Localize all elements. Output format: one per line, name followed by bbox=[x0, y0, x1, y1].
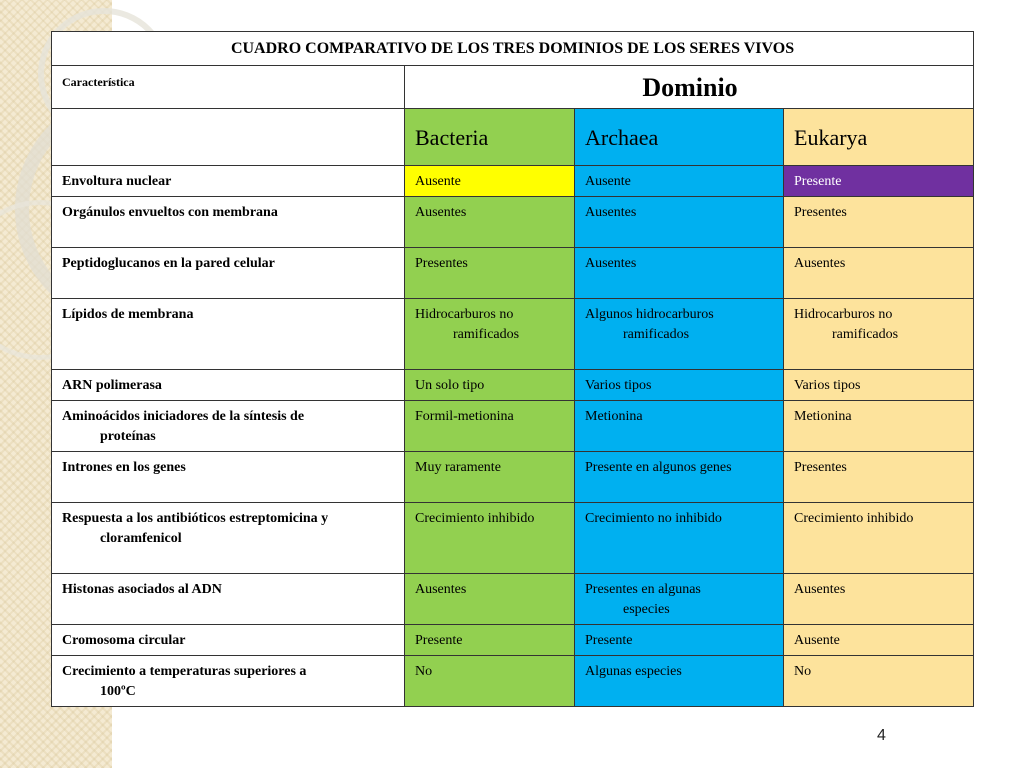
archaea-cell: Ausentes bbox=[575, 248, 784, 299]
eukarya-cell: Presentes bbox=[784, 452, 974, 503]
empty-header-cell bbox=[52, 109, 405, 166]
bacteria-cell: Ausente bbox=[405, 166, 575, 197]
archaea-cell: Crecimiento no inhibido bbox=[575, 503, 784, 574]
table-row bbox=[52, 574, 974, 625]
bacteria-cell: Formil-metionina bbox=[405, 401, 575, 452]
bacteria-cell: Presente bbox=[405, 625, 575, 656]
row-label bbox=[52, 503, 405, 574]
archaea-cell: Ausente bbox=[575, 166, 784, 197]
bacteria-cell: Ausentes bbox=[405, 574, 575, 625]
eukarya-cell: Presente bbox=[784, 166, 974, 197]
row-label: Envoltura nuclear bbox=[52, 166, 405, 197]
eukarya-cell: Ausentes bbox=[784, 248, 974, 299]
eukarya-cell: Varios tipos bbox=[784, 370, 974, 401]
cell-line: Algunos hidrocarburos bbox=[585, 307, 714, 322]
cell-line: Hidrocarburos no bbox=[794, 307, 893, 322]
archaea-cell: Varios tipos bbox=[575, 370, 784, 401]
table-row bbox=[52, 503, 974, 574]
label-line: Aminoácidos iniciadores de la síntesis de bbox=[62, 409, 305, 424]
characteristic-header: Característica bbox=[52, 66, 405, 109]
eukarya-cell: Metionina bbox=[784, 401, 974, 452]
domain-bacteria-header: Bacteria bbox=[405, 109, 575, 166]
eukarya-cell bbox=[784, 299, 974, 370]
table-row bbox=[52, 299, 974, 370]
archaea-cell: Presente en algunos genes bbox=[575, 452, 784, 503]
page-number: 4 bbox=[877, 727, 886, 744]
label-line: Crecimiento a temperaturas superiores a bbox=[62, 664, 307, 679]
row-label: Lípidos de membrana bbox=[52, 299, 405, 370]
table-row bbox=[52, 452, 974, 503]
bacteria-cell: Crecimiento inhibido bbox=[405, 503, 575, 574]
label-line: 100ºC bbox=[100, 684, 136, 699]
cell-line: ramificados bbox=[623, 327, 690, 342]
eukarya-cell: Presentes bbox=[784, 197, 974, 248]
archaea-cell: Metionina bbox=[575, 401, 784, 452]
table-title: CUADRO COMPARATIVO DE LOS TRES DOMINIOS DE LOS SERES VIVOS bbox=[52, 32, 974, 66]
row-label: Histonas asociados al ADN bbox=[52, 574, 405, 625]
table-row bbox=[52, 166, 974, 197]
bacteria-cell: Un solo tipo bbox=[405, 370, 575, 401]
bacteria-cell: No bbox=[405, 656, 575, 707]
row-label bbox=[52, 656, 405, 707]
label-line: cloramfenicol bbox=[100, 531, 182, 546]
label-line: proteínas bbox=[100, 429, 156, 444]
row-label: ARN polimerasa bbox=[52, 370, 405, 401]
bacteria-cell: Presentes bbox=[405, 248, 575, 299]
row-label: Cromosoma circular bbox=[52, 625, 405, 656]
cell-line: Presentes en algunas bbox=[585, 582, 701, 597]
eukarya-cell: Ausente bbox=[784, 625, 974, 656]
domain-archaea-header: Archaea bbox=[575, 109, 784, 166]
table-row bbox=[52, 401, 974, 452]
eukarya-cell: No bbox=[784, 656, 974, 707]
bacteria-cell: Ausentes bbox=[405, 197, 575, 248]
label-line: Respuesta a los antibióticos estreptomicina y bbox=[62, 511, 329, 526]
cell-line: ramificados bbox=[453, 327, 520, 342]
table-row bbox=[52, 625, 974, 656]
domain-header: Dominio bbox=[405, 66, 974, 109]
eukarya-cell: Crecimiento inhibido bbox=[784, 503, 974, 574]
cell-line: Hidrocarburos no bbox=[415, 307, 514, 322]
archaea-cell: Ausentes bbox=[575, 197, 784, 248]
row-label: Intrones en los genes bbox=[52, 452, 405, 503]
row-label: Orgánulos envueltos con membrana bbox=[52, 197, 405, 248]
table-row bbox=[52, 370, 974, 401]
archaea-cell: Presente bbox=[575, 625, 784, 656]
table-row bbox=[52, 197, 974, 248]
archaea-cell bbox=[575, 574, 784, 625]
table-row bbox=[52, 248, 974, 299]
row-label bbox=[52, 401, 405, 452]
table-row bbox=[52, 656, 974, 707]
row-label: Peptidoglucanos en la pared celular bbox=[52, 248, 405, 299]
bacteria-cell: Muy raramente bbox=[405, 452, 575, 503]
domain-eukarya-header: Eukarya bbox=[784, 109, 974, 166]
comparison-table bbox=[51, 31, 974, 707]
eukarya-cell: Ausentes bbox=[784, 574, 974, 625]
cell-line: ramificados bbox=[832, 327, 899, 342]
archaea-cell bbox=[575, 299, 784, 370]
archaea-cell: Algunas especies bbox=[575, 656, 784, 707]
bacteria-cell bbox=[405, 299, 575, 370]
cell-line: especies bbox=[623, 602, 670, 617]
